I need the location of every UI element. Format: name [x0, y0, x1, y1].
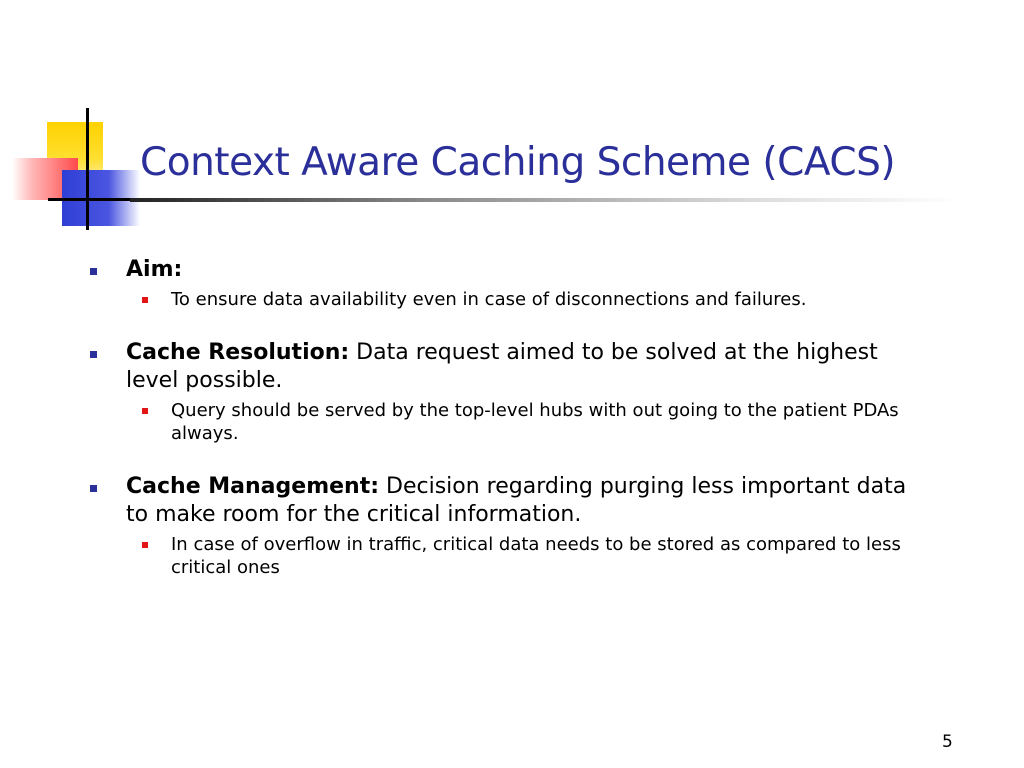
bullet-text: Decision regarding purging less important data to make room for the critical information.: [126, 474, 907, 527]
decorative-logo: [0, 100, 150, 230]
bullet-item-cache-resolution: [88, 339, 908, 445]
sub-bullet-item: [126, 533, 908, 579]
sub-bullet-marker: [142, 297, 148, 303]
bullet-marker: [90, 268, 97, 275]
title-underline: [130, 198, 960, 202]
bullet-item-cache-management: [88, 473, 908, 579]
sub-bullet-item: [126, 288, 908, 311]
page-number: 5: [942, 732, 953, 752]
sub-bullet-list: [126, 288, 908, 311]
vertical-line: [86, 108, 89, 230]
sub-bullet-marker: [142, 408, 148, 414]
bullet-marker: [90, 485, 97, 492]
sub-bullet-marker: [142, 542, 148, 548]
bullet-item-aim: [88, 256, 908, 311]
sub-bullet-list: [126, 399, 908, 445]
bullet-list: [88, 256, 908, 607]
sub-bullet-text: In case of overflow in traffic, critical data needs to be stored as compared to less critical ones: [171, 534, 901, 578]
bullet-label: Aim:: [126, 257, 183, 282]
sub-bullet-text: To ensure data availability even in case of disconnections and failures.: [171, 289, 807, 310]
sub-bullet-item: [126, 399, 908, 445]
sub-bullet-text: Query should be served by the top-level hubs with out going to the patient PDAs always.: [171, 400, 899, 444]
slide-title: Context Aware Caching Scheme (CACS): [140, 140, 896, 185]
sub-bullet-list: [126, 533, 908, 579]
bullet-label: Cache Resolution:: [126, 340, 350, 365]
bullet-marker: [90, 351, 97, 358]
bullet-text: Data request aimed to be solved at the highest level possible.: [126, 340, 878, 393]
bullet-label: Cache Management:: [126, 474, 380, 499]
